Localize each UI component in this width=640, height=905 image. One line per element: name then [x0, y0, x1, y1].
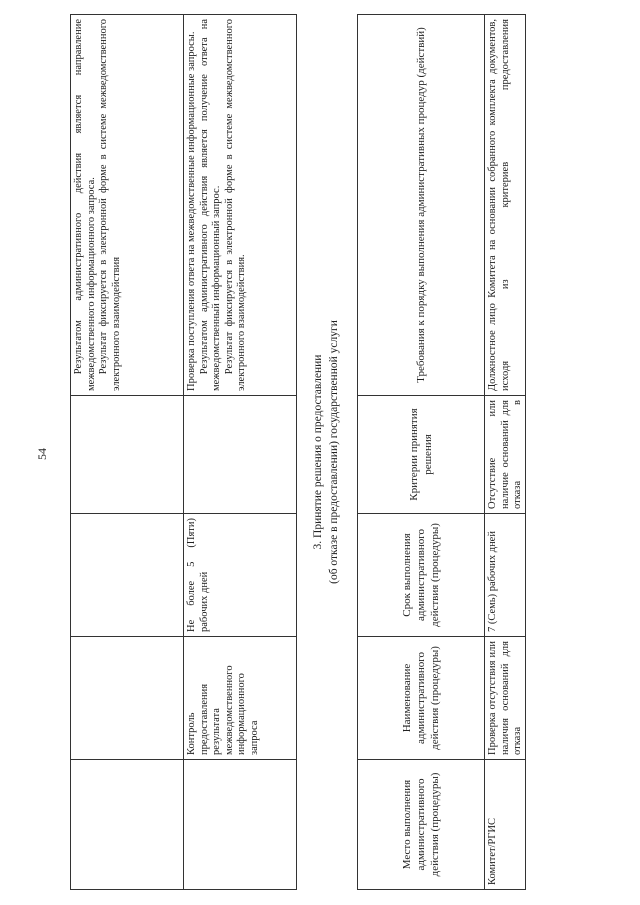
- table-row: [485, 15, 526, 890]
- section-title-line1: 3. Принятие решения о предоставлении: [312, 354, 325, 550]
- result-paragraph: Результатом административного действия является получение ответа на межведомственный информационный запрос.: [198, 19, 223, 391]
- result-paragraph: Результат фиксируется в электронной форме в системе межведомственного электронного взаимодействия.: [223, 19, 248, 391]
- table-cell: [485, 396, 526, 514]
- action-term: Не более 5 (Пяти) рабочих дней: [186, 518, 210, 632]
- header-place: Место выполнения административного действия (процедуры): [358, 760, 485, 890]
- table-cell: [71, 15, 184, 396]
- cell-requirements: Должностное лицо Комитета на основании собранного комплекта документов, исходя из критериев предоставления: [487, 19, 511, 391]
- table-cell: [71, 637, 184, 760]
- header-term: Срок выполнения административного действия (процедуры): [358, 514, 485, 637]
- table-cell: [184, 514, 297, 637]
- table-cell: [485, 637, 526, 760]
- table-cell: [184, 760, 297, 890]
- cell-place: Комитет/РГИС: [487, 817, 498, 885]
- table-row: [71, 15, 184, 890]
- section-heading-row: [297, 15, 358, 890]
- table-cell: [71, 514, 184, 637]
- table-cell: [184, 396, 297, 514]
- table-cell: [485, 15, 526, 396]
- rotated-page: [70, 15, 560, 890]
- result-paragraph: Результатом административного действия является направление межведомственного информационного запроса.: [73, 19, 97, 391]
- table-cell: [485, 760, 526, 890]
- header-requirements: Требования к порядку выполнения административных процедур (действий): [358, 15, 485, 396]
- table-cell: [71, 760, 184, 890]
- header-criteria: Критерии принятия решения: [358, 396, 485, 514]
- section-title-line2: (об отказе в предоставлении) государственной услуги: [328, 320, 340, 584]
- header-name: Наименование административного действия (процедуры): [358, 637, 485, 760]
- table-cell: [184, 637, 297, 760]
- table-cell: [184, 15, 297, 396]
- cell-name: Проверка отсутствия или наличия оснований для отказа: [487, 641, 524, 755]
- action-name: Контроль предоставления результата межведомственного информационного запроса: [186, 665, 260, 755]
- page-number: 54: [35, 448, 49, 460]
- table-header-row: [358, 15, 485, 890]
- procedure-table-container: [70, 15, 560, 890]
- cell-term: 7 (Семь) рабочих дней: [487, 531, 498, 632]
- table-cell: [71, 396, 184, 514]
- procedure-table: [70, 14, 526, 890]
- result-paragraph: Проверка поступления ответа на межведомственные информационные запросы.: [186, 31, 197, 391]
- section-heading: [297, 15, 358, 890]
- table-row: [184, 15, 297, 890]
- table-cell: [485, 514, 526, 637]
- result-paragraph: Результат фиксируется в электронной форме в системе межведомственного электронного взаимодействия: [98, 19, 122, 391]
- cell-criteria: Отсутствие или наличие оснований для отказа в: [487, 400, 524, 509]
